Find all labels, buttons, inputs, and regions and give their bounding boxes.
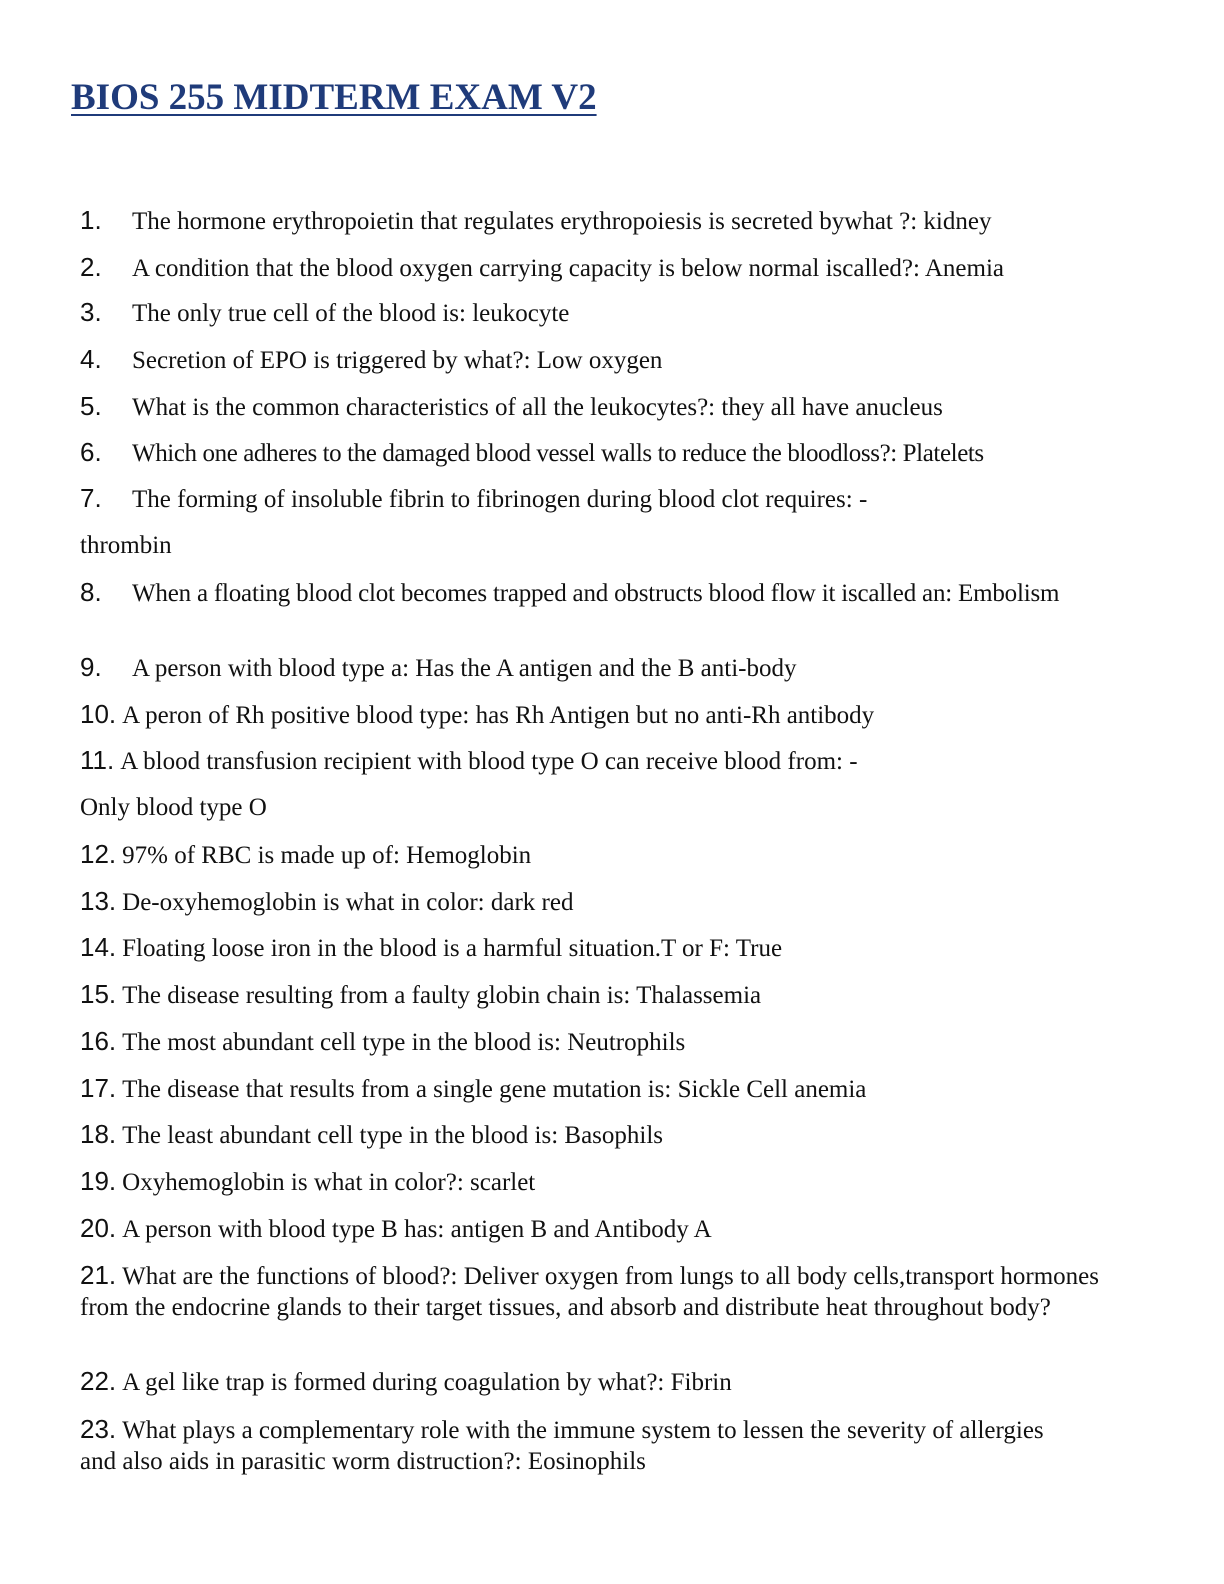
question-text: Which one adheres to the damaged blood vessel walls to reduce the bloodloss?: Platelets <box>132 440 984 467</box>
question-6 <box>80 437 1120 469</box>
question-5 <box>80 391 1120 423</box>
question-number: 17. <box>80 1073 117 1103</box>
question-text: When a floating blood clot becomes trapped and obstructs blood flow it iscalled an: Embolism <box>132 580 1060 607</box>
question-number: 1. <box>80 205 102 235</box>
question-number: 2. <box>80 252 102 282</box>
question-text: What are the functions of blood?: Deliver oxygen from lungs to all body cells,transport hormones from the endocrine glands to their target tissues, and absorb and distribute heat throughout body? <box>80 1263 1099 1321</box>
question-number: 20. <box>80 1213 117 1243</box>
question-text: The only true cell of the blood is: leukocyte <box>132 300 570 327</box>
question-10 <box>80 699 1120 731</box>
question-number: 8. <box>80 577 102 607</box>
question-1 <box>80 205 1120 237</box>
question-8 <box>80 577 1120 609</box>
question-text: A blood transfusion recipient with blood type O can receive blood from: - <box>120 748 858 775</box>
question-number: 9. <box>80 652 102 682</box>
question-number: 12. <box>80 839 117 869</box>
question-17 <box>80 1073 1120 1105</box>
question-number: 23. <box>80 1414 117 1444</box>
question-text: The most abundant cell type in the blood is: Neutrophils <box>122 1029 686 1056</box>
question-22 <box>80 1366 1120 1398</box>
question-text: A gel like trap is formed during coagulation by what?: Fibrin <box>122 1369 732 1396</box>
question-number: 18. <box>80 1119 117 1149</box>
question-text: Secretion of EPO is triggered by what?: Low oxygen <box>132 347 663 374</box>
question-number: 11. <box>80 745 115 775</box>
question-13 <box>80 886 1120 918</box>
question-20 <box>80 1213 1120 1245</box>
question-21 <box>80 1260 1110 1323</box>
question-12 <box>80 839 1120 871</box>
question-text: De-oxyhemoglobin is what in color: dark red <box>122 889 574 916</box>
question-7-continuation: thrombin <box>80 532 172 559</box>
question-text: 97% of RBC is made up of: Hemoglobin <box>122 842 532 869</box>
question-text: The least abundant cell type in the blood is: Basophils <box>122 1122 664 1149</box>
question-14 <box>80 932 1120 964</box>
question-19 <box>80 1166 1120 1198</box>
question-text: A peron of Rh positive blood type: has Rh Antigen but no anti-Rh antibody <box>122 702 875 729</box>
question-15 <box>80 979 1120 1011</box>
question-text: Floating loose iron in the blood is a harmful situation.T or F: True <box>122 935 783 962</box>
question-text: Oxyhemoglobin is what in color?: scarlet <box>122 1169 536 1196</box>
question-number: 5. <box>80 391 102 421</box>
question-text: A condition that the blood oxygen carrying capacity is below normal iscalled?: Anemia <box>132 255 1004 282</box>
question-16 <box>80 1026 1120 1058</box>
question-11-continuation: Only blood type O <box>80 794 267 821</box>
question-number: 6. <box>80 437 102 467</box>
question-number: 19. <box>80 1166 117 1196</box>
question-text: A person with blood type B has: antigen B and Antibody A <box>122 1216 712 1243</box>
question-number: 22. <box>80 1366 117 1396</box>
question-number: 13. <box>80 886 117 916</box>
question-text: The forming of insoluble fibrin to fibrinogen during blood clot requires: - <box>132 486 868 513</box>
question-number: 3. <box>80 297 102 327</box>
question-number: 15. <box>80 979 117 1009</box>
question-11 <box>80 745 1120 777</box>
question-text: A person with blood type a: Has the A antigen and the B anti-body <box>132 655 797 682</box>
question-3 <box>80 297 1120 329</box>
question-text: The disease that results from a single gene mutation is: Sickle Cell anemia <box>122 1076 867 1103</box>
question-9 <box>80 652 1120 684</box>
question-number: 7. <box>80 483 102 513</box>
question-23 <box>80 1414 1080 1477</box>
question-number: 10. <box>80 699 117 729</box>
question-number: 21. <box>80 1260 117 1290</box>
question-number: 14. <box>80 932 117 962</box>
question-number: 16. <box>80 1026 117 1056</box>
question-text: What plays a complementary role with the immune system to lessen the severity of allergies and also aids in parasitic worm distruction?: Eosinophils <box>80 1417 1044 1475</box>
question-text: The hormone erythropoietin that regulates erythropoiesis is secreted bywhat ?: kidney <box>132 208 992 235</box>
question-text: The disease resulting from a faulty globin chain is: Thalassemia <box>122 982 762 1009</box>
question-18 <box>80 1119 1120 1151</box>
question-text: What is the common characteristics of all the leukocytes?: they all have anucleus <box>132 394 943 421</box>
question-2 <box>80 252 1120 284</box>
question-7 <box>80 483 1120 515</box>
question-4 <box>80 344 1120 376</box>
question-number: 4. <box>80 344 102 374</box>
page-title: BIOS 255 MIDTERM EXAM V2 <box>71 77 597 118</box>
